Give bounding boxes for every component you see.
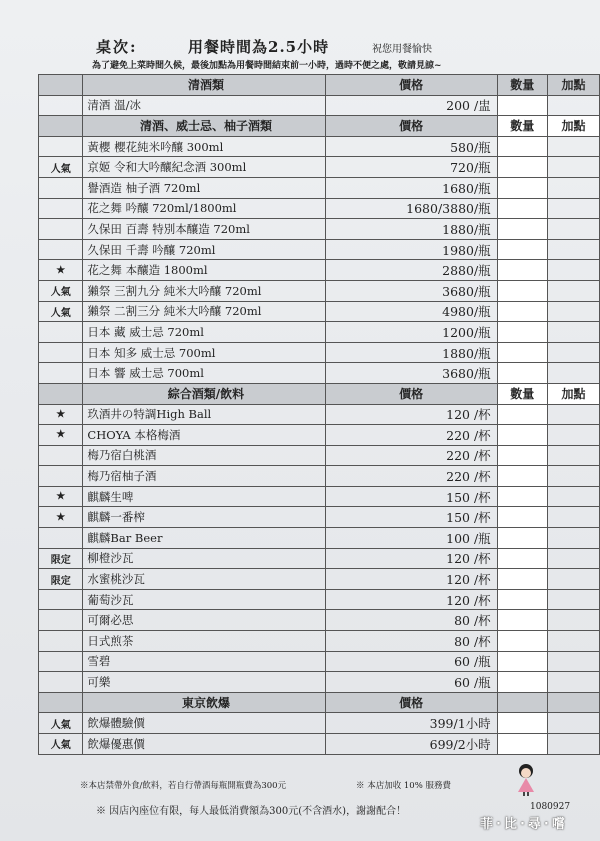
add-order-cell[interactable] — [547, 569, 599, 590]
add-order-column-header: 加點 — [547, 75, 599, 96]
quantity-cell[interactable] — [497, 404, 547, 425]
menu-item-row — [39, 95, 600, 116]
add-order-cell[interactable] — [547, 672, 599, 693]
menu-item-row — [39, 569, 600, 590]
add-order-cell[interactable] — [547, 239, 599, 260]
item-tag: 限定 — [39, 548, 83, 569]
item-name: 譽酒造 柚子酒 720ml — [83, 177, 325, 198]
quantity-cell[interactable] — [497, 466, 547, 487]
menu-item-row — [39, 239, 600, 260]
section-header-row — [39, 692, 600, 713]
add-order-cell[interactable] — [547, 548, 599, 569]
item-tag — [39, 445, 83, 466]
add-order-cell[interactable] — [547, 589, 599, 610]
item-tag: ★ — [39, 507, 83, 528]
section-header-row — [39, 383, 600, 404]
menu-item-row — [39, 631, 600, 652]
menu-item-row — [39, 466, 600, 487]
section-tag-cell — [39, 383, 83, 404]
menu-item-row — [39, 734, 600, 755]
add-order-column-header — [547, 692, 599, 713]
item-price: 720/瓶 — [325, 157, 497, 178]
item-name: 日式煎茶 — [83, 631, 325, 652]
item-price: 120 /杯 — [325, 548, 497, 569]
add-order-cell[interactable] — [547, 342, 599, 363]
item-name: 獺祭 二割三分 純米大吟釀 720ml — [83, 301, 325, 322]
quantity-cell[interactable] — [497, 610, 547, 631]
dining-duration: 用餐時間為2.5小時 — [188, 38, 330, 56]
item-price: 150 /杯 — [325, 486, 497, 507]
item-price: 60 /瓶 — [325, 672, 497, 693]
quantity-cell[interactable] — [497, 301, 547, 322]
item-tag: ★ — [39, 404, 83, 425]
item-tag — [39, 672, 83, 693]
item-price: 120 /杯 — [325, 569, 497, 590]
quantity-cell[interactable] — [497, 548, 547, 569]
menu-item-row — [39, 425, 600, 446]
add-order-cell[interactable] — [547, 301, 599, 322]
item-name: 日本 知多 威士忌 700ml — [83, 342, 325, 363]
price-column-header: 價格 — [325, 692, 497, 713]
item-price: 399/1小時 — [325, 713, 497, 734]
item-price: 80 /杯 — [325, 631, 497, 652]
item-name: 雪碧 — [83, 651, 325, 672]
item-name: 京姬 令和大吟釀紀念酒 300ml — [83, 157, 325, 178]
add-order-cell[interactable] — [547, 95, 599, 116]
quantity-cell[interactable] — [497, 672, 547, 693]
item-price: 1880/瓶 — [325, 342, 497, 363]
item-tag: 人氣 — [39, 713, 83, 734]
item-name: 可爾必思 — [83, 610, 325, 631]
item-tag: 限定 — [39, 569, 83, 590]
menu-item-row — [39, 713, 600, 734]
item-name: 獺祭 三割九分 純米大吟釀 720ml — [83, 280, 325, 301]
section-title: 東京飲爆 — [83, 692, 325, 713]
menu-item-row — [39, 260, 600, 281]
item-tag — [39, 219, 83, 240]
item-tag: ★ — [39, 425, 83, 446]
add-order-cell[interactable] — [547, 631, 599, 652]
add-order-cell[interactable] — [547, 651, 599, 672]
item-price: 200 /盅 — [325, 95, 497, 116]
menu-item-row — [39, 507, 600, 528]
quantity-column-header: 數量 — [497, 116, 547, 137]
add-order-cell[interactable] — [547, 198, 599, 219]
item-name: 水蜜桃沙瓦 — [83, 569, 325, 590]
quantity-cell[interactable] — [497, 198, 547, 219]
quantity-cell[interactable] — [497, 342, 547, 363]
menu-item-row — [39, 219, 600, 240]
quantity-cell[interactable] — [497, 239, 547, 260]
quantity-cell[interactable] — [497, 136, 547, 157]
quantity-cell[interactable] — [497, 219, 547, 240]
menu-item-row — [39, 486, 600, 507]
item-tag — [39, 177, 83, 198]
quantity-cell[interactable] — [497, 95, 547, 116]
menu-item-row — [39, 136, 600, 157]
quantity-cell[interactable] — [497, 569, 547, 590]
item-tag — [39, 363, 83, 384]
item-price: 220 /杯 — [325, 466, 497, 487]
item-tag: 人氣 — [39, 280, 83, 301]
add-order-cell[interactable] — [547, 713, 599, 734]
quantity-cell[interactable] — [497, 157, 547, 178]
item-price: 2880/瓶 — [325, 260, 497, 281]
add-order-cell[interactable] — [547, 734, 599, 755]
menu-item-row — [39, 445, 600, 466]
item-tag: 人氣 — [39, 301, 83, 322]
add-order-cell[interactable] — [547, 157, 599, 178]
menu-header — [0, 36, 600, 58]
item-price: 220 /杯 — [325, 425, 497, 446]
add-order-cell[interactable] — [547, 219, 599, 240]
item-name: 久保田 千壽 吟釀 720ml — [83, 239, 325, 260]
item-name: 麒麟生啤 — [83, 486, 325, 507]
item-name: 日本 響 威士忌 700ml — [83, 363, 325, 384]
item-price: 1680/3880/瓶 — [325, 198, 497, 219]
quantity-cell[interactable] — [497, 713, 547, 734]
item-name: 梅乃宿柚子酒 — [83, 466, 325, 487]
quantity-cell[interactable] — [497, 631, 547, 652]
quantity-cell[interactable] — [497, 589, 547, 610]
table-number-label: 桌次: — [96, 38, 138, 56]
menu-item-row — [39, 177, 600, 198]
item-price: 1980/瓶 — [325, 239, 497, 260]
menu-item-row — [39, 404, 600, 425]
add-order-cell[interactable] — [547, 260, 599, 281]
menu-item-row — [39, 342, 600, 363]
quantity-cell[interactable] — [497, 322, 547, 343]
menu-item-row — [39, 548, 600, 569]
quantity-column-header: 數量 — [497, 75, 547, 96]
item-name: 麒麟一番榨 — [83, 507, 325, 528]
add-order-cell[interactable] — [547, 404, 599, 425]
quantity-cell[interactable] — [497, 363, 547, 384]
menu-item-row — [39, 280, 600, 301]
item-name: 柳橙沙瓦 — [83, 548, 325, 569]
item-price: 150 /杯 — [325, 507, 497, 528]
menu-item-row — [39, 157, 600, 178]
item-name: 花之舞 本釀造 1800ml — [83, 260, 325, 281]
add-order-cell[interactable] — [547, 507, 599, 528]
item-tag: ★ — [39, 260, 83, 281]
menu-item-row — [39, 651, 600, 672]
item-price: 699/2小時 — [325, 734, 497, 755]
doll-mascot-icon — [512, 762, 540, 796]
item-name: 久保田 百壽 特別本釀造 720ml — [83, 219, 325, 240]
item-price: 4980/瓶 — [325, 301, 497, 322]
item-tag — [39, 631, 83, 652]
item-price: 220 /杯 — [325, 445, 497, 466]
item-name: 飲爆優惠價 — [83, 734, 325, 755]
quantity-cell[interactable] — [497, 177, 547, 198]
quantity-cell[interactable] — [497, 734, 547, 755]
menu-item-row — [39, 589, 600, 610]
outside-food-note: ※本店禁帶外食/飲料，若自行帶酒每瓶開瓶費為300元 — [80, 781, 287, 791]
item-tag — [39, 198, 83, 219]
section-tag-cell — [39, 692, 83, 713]
item-price: 1680/瓶 — [325, 177, 497, 198]
item-tag: ★ — [39, 486, 83, 507]
section-tag-cell — [39, 116, 83, 137]
price-column-header: 價格 — [325, 383, 497, 404]
item-tag — [39, 589, 83, 610]
item-name: 葡萄沙瓦 — [83, 589, 325, 610]
item-tag — [39, 136, 83, 157]
menu-item-row — [39, 198, 600, 219]
price-column-header: 價格 — [325, 116, 497, 137]
menu-item-row — [39, 363, 600, 384]
document-code: 1080927 — [530, 802, 571, 812]
quantity-column-header: 數量 — [497, 383, 547, 404]
item-name: 花之舞 吟釀 720ml/1800ml — [83, 198, 325, 219]
quantity-column-header — [497, 692, 547, 713]
add-order-column-header: 加點 — [547, 383, 599, 404]
add-order-cell[interactable] — [547, 425, 599, 446]
quantity-cell[interactable] — [497, 651, 547, 672]
service-charge-note: ※ 本店加收 10% 服務費 — [356, 781, 451, 791]
quantity-cell[interactable] — [497, 507, 547, 528]
section-header-row — [39, 75, 600, 96]
section-title: 綜合酒類/飲料 — [83, 383, 325, 404]
add-order-cell[interactable] — [547, 136, 599, 157]
item-tag — [39, 239, 83, 260]
section-tag-cell — [39, 75, 83, 96]
add-order-cell[interactable] — [547, 528, 599, 549]
quantity-cell[interactable] — [497, 528, 547, 549]
quantity-cell[interactable] — [497, 486, 547, 507]
price-column-header: 價格 — [325, 75, 497, 96]
add-order-cell[interactable] — [547, 363, 599, 384]
section-header-row — [39, 116, 600, 137]
item-name: 玖酒井の特調High Ball — [83, 404, 325, 425]
item-tag: 人氣 — [39, 734, 83, 755]
item-price: 100 /瓶 — [325, 528, 497, 549]
item-price: 3680/瓶 — [325, 280, 497, 301]
item-price: 80 /杯 — [325, 610, 497, 631]
quantity-cell[interactable] — [497, 260, 547, 281]
add-order-cell[interactable] — [547, 486, 599, 507]
item-name: CHOYA 本格梅酒 — [83, 425, 325, 446]
item-tag — [39, 322, 83, 343]
item-tag — [39, 342, 83, 363]
menu-item-row — [39, 528, 600, 549]
add-order-cell[interactable] — [547, 280, 599, 301]
item-name: 清酒 溫/冰 — [83, 95, 325, 116]
item-tag — [39, 95, 83, 116]
item-price: 120 /杯 — [325, 404, 497, 425]
add-order-column-header: 加點 — [547, 116, 599, 137]
item-name: 麒麟Bar Beer — [83, 528, 325, 549]
item-name: 日本 藏 威士忌 720ml — [83, 322, 325, 343]
last-order-notice: 為了避免上菜時間久候，最後加點為用餐時間結束前一小時，過時不便之處，敬請見諒~ — [92, 61, 442, 71]
item-tag: 人氣 — [39, 157, 83, 178]
item-price: 1880/瓶 — [325, 219, 497, 240]
item-name: 飲爆體驗價 — [83, 713, 325, 734]
add-order-cell[interactable] — [547, 445, 599, 466]
quantity-cell[interactable] — [497, 425, 547, 446]
add-order-cell[interactable] — [547, 322, 599, 343]
minimum-charge-note: ※ 因店內座位有限，每人最低消費額為300元(不含酒水)，謝謝配合！ — [96, 806, 407, 817]
item-tag — [39, 466, 83, 487]
enjoy-greeting: 祝您用餐愉快 — [372, 44, 432, 55]
menu-item-row — [39, 672, 600, 693]
add-order-cell[interactable] — [547, 610, 599, 631]
quantity-cell[interactable] — [497, 280, 547, 301]
watermark: 菲·比·尋·嚐 — [480, 817, 568, 832]
item-tag — [39, 528, 83, 549]
item-name: 梅乃宿白桃酒 — [83, 445, 325, 466]
quantity-cell[interactable] — [497, 445, 547, 466]
add-order-cell[interactable] — [547, 466, 599, 487]
item-price: 1200/瓶 — [325, 322, 497, 343]
item-price: 120 /杯 — [325, 589, 497, 610]
item-tag — [39, 651, 83, 672]
item-price: 60 /瓶 — [325, 651, 497, 672]
menu-item-row — [39, 610, 600, 631]
item-price: 3680/瓶 — [325, 363, 497, 384]
drink-menu-table — [38, 74, 600, 755]
item-tag — [39, 610, 83, 631]
item-name: 黃櫻 櫻花純米吟釀 300ml — [83, 136, 325, 157]
item-price: 580/瓶 — [325, 136, 497, 157]
add-order-cell[interactable] — [547, 177, 599, 198]
section-title: 清酒、威士忌、柚子酒類 — [83, 116, 325, 137]
item-name: 可樂 — [83, 672, 325, 693]
menu-item-row — [39, 322, 600, 343]
section-title: 清酒類 — [83, 75, 325, 96]
menu-item-row — [39, 301, 600, 322]
